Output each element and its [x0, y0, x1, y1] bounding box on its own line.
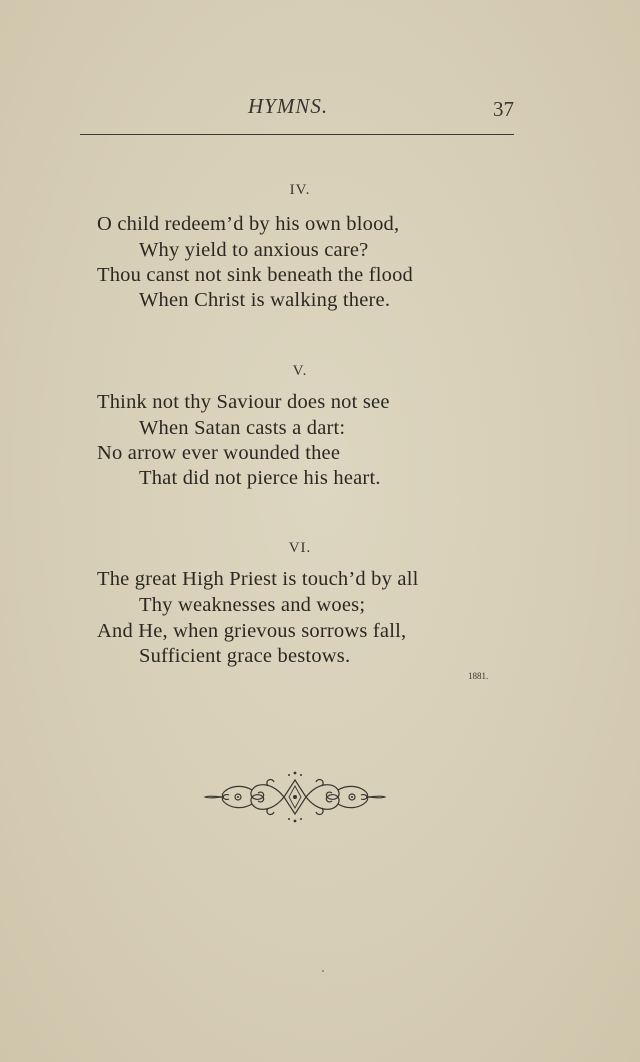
stanza-iv-line-2: Why yield to anxious care? [139, 239, 369, 261]
stanza-vi-line-1: The great High Priest is touch’d by all [97, 568, 419, 590]
poem-year: 1881. [468, 671, 489, 681]
stanza-iv-line-4: When Christ is walking there. [139, 289, 391, 311]
stanza-v-line-3: No arrow ever wounded thee [97, 442, 341, 464]
stanza-iv-line-3: Thou canst not sink beneath the flood [97, 264, 413, 286]
stanza-number-vi: VI. [288, 540, 312, 556]
stanza-number-v: V. [292, 363, 308, 379]
paper-speck [322, 970, 324, 972]
running-title: HYMNS. [248, 94, 329, 118]
stanza-vi-line-2: Thy weaknesses and woes; [139, 594, 366, 616]
stanza-v-line-1: Think not thy Saviour does not see [97, 391, 390, 413]
floral-ornament-icon [202, 768, 388, 826]
page-number: 37 [493, 97, 514, 121]
stanza-v-line-4: That did not pierce his heart. [139, 467, 381, 489]
stanza-vi-line-3: And He, when grievous sorrows fall, [97, 620, 407, 642]
header-rule [80, 134, 514, 135]
running-head [80, 94, 514, 124]
stanza-iv-line-1: O child redeem’d by his own blood, [97, 213, 400, 235]
stanza-v-line-2: When Satan casts a dart: [139, 417, 346, 439]
stanza-vi-line-4: Sufficient grace bestows. [139, 645, 351, 667]
stanza-number-iv: IV. [289, 182, 311, 198]
